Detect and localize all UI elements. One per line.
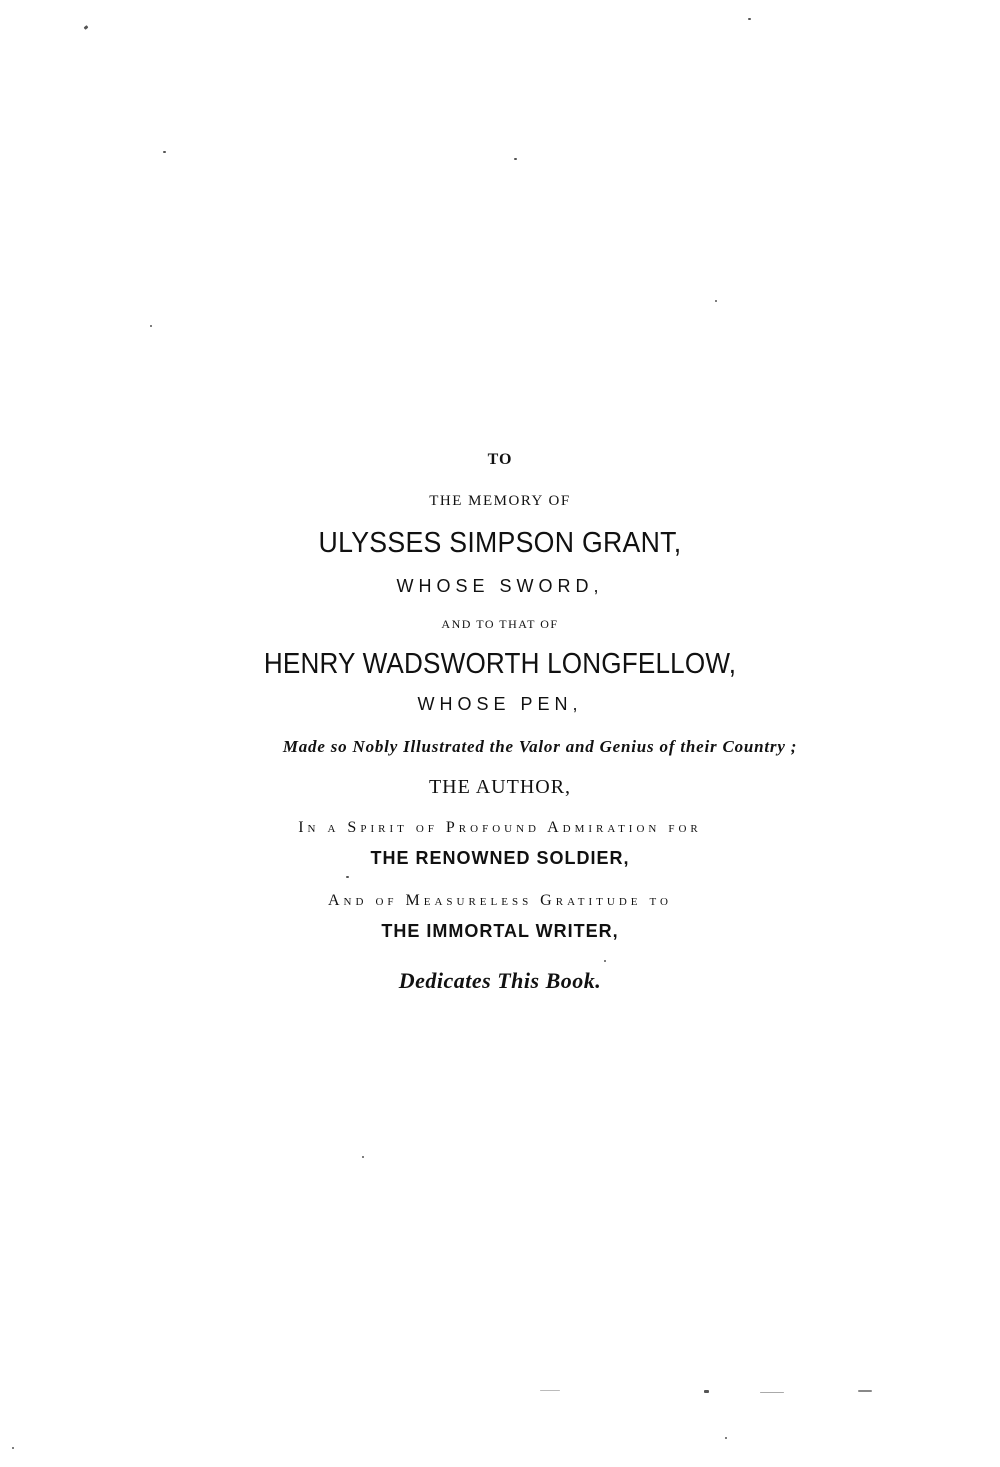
scan-speck [346,876,349,878]
dedication-to: TO [487,451,513,468]
dedication-immortal-writer: THE IMMORTAL WRITER, [381,921,619,941]
dedication-and-to-that-of: AND TO THAT OF [441,617,559,631]
scan-speck [150,325,152,327]
dedication-the-author: THE AUTHOR, [428,776,572,798]
scan-speck [725,1437,727,1439]
scan-speck [84,25,89,30]
scan-speck [540,1390,560,1391]
scan-speck [760,1392,784,1393]
dedication-closing: Dedicates This Book. [398,968,602,993]
scan-speck [163,151,166,153]
scan-speck [704,1390,709,1393]
dedication-grant-name: ULYSSES SIMPSON GRANT, [318,527,682,559]
dedication-whose-pen: WHOSE PEN, [417,694,583,714]
dedication-memory-of: THE MEMORY OF [429,493,571,509]
dedication-made-so-nobly: Made so Nobly Illustrated the Valor and Genius of their Country ; [282,737,798,756]
scan-speck [12,1447,14,1449]
dedication-measureless-line: And of Measureless Gratitude to [328,892,672,909]
scan-speck [715,300,717,302]
dedication-whose-sword: WHOSE SWORD, [396,576,604,596]
dedication-renowned-soldier: THE RENOWNED SOLDIER, [370,848,630,868]
scan-speck [604,960,606,962]
scan-speck [858,1390,872,1392]
scan-speck [362,1156,364,1158]
dedication-spirit-line: In a Spirit of Profound Admiration for [298,819,702,836]
dedication-longfellow-name: HENRY WADSWORTH LONGFELLOW, [263,648,737,680]
scan-speck [748,18,751,20]
scan-speck [514,158,517,160]
